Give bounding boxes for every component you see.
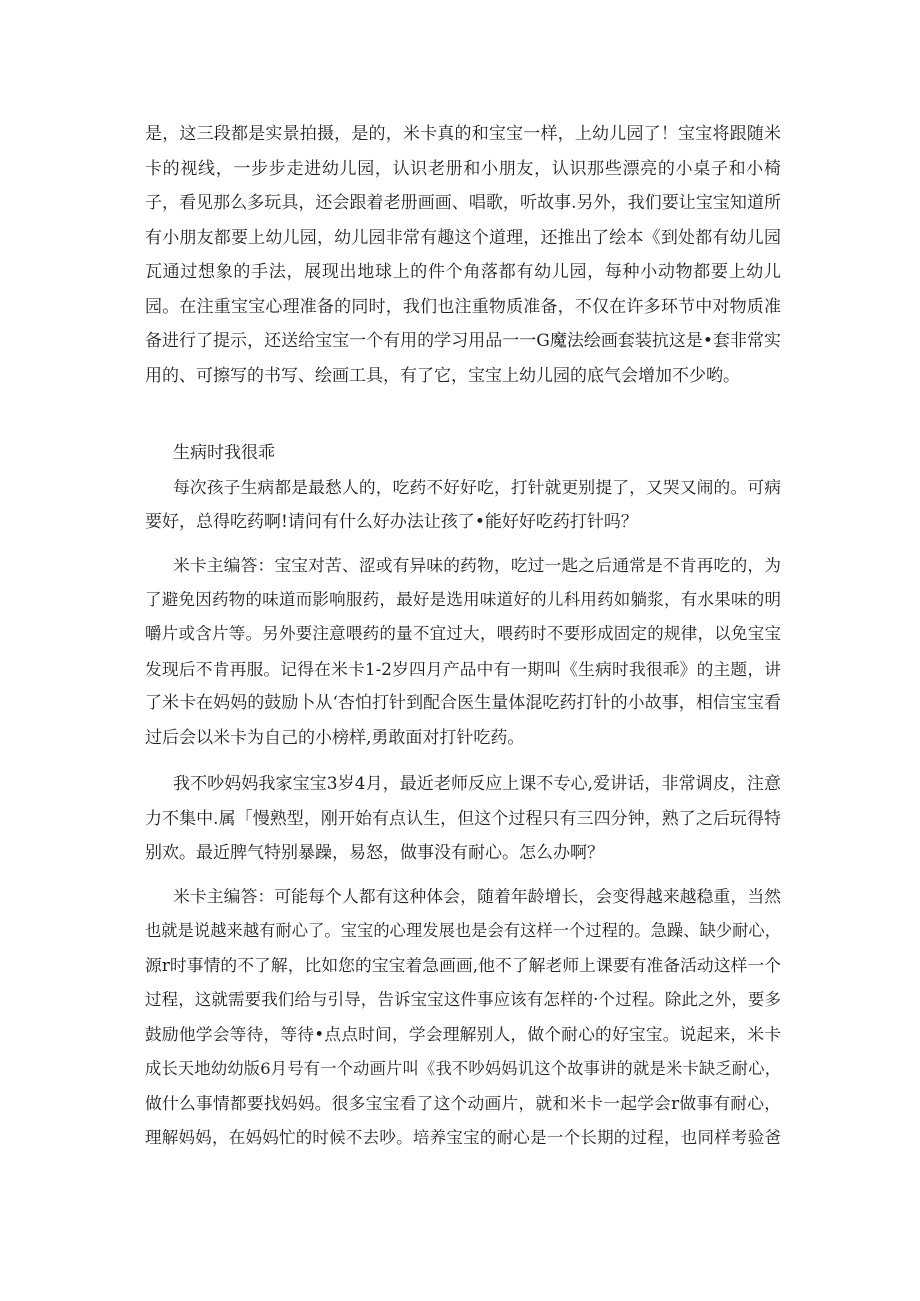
paragraph-line: 备进行了提示，还送给宝宝一个有用的学习用品一一G魔法绘画套装抗这是•套非常实 (145, 331, 781, 351)
paragraph-line: 过后会以米卡为自己的小榜样,勇敢面对打针吃药。 (145, 727, 525, 748)
paragraph-line: 子，看见那么多玩具，还会跟着老册画画、唱歌，听故事.另外，我们要让宝宝知道所 (145, 193, 781, 213)
paragraph-line: 发现后不肯再服。记得在米卡1-2岁四月产品中有一期叫《生病时我很乖》的主题，讲 (145, 658, 781, 679)
paragraph-line: 有小朋友都要上幼儿园，幼儿园非常有趣这个道理，还推出了绘本《到处都有幼儿园 (145, 227, 781, 248)
paragraph-line: 要好，总得吃药啊!请问有什么好办法让孩了•能好好吃药打针吗？ (145, 511, 638, 532)
paragraph-line: 鼓励他学会等待，等待•点点时间，学会理解别人，做个耐心的好宝宝。说起来，米卡 (145, 1024, 781, 1044)
paragraph-patience-question (145, 767, 781, 871)
paragraph-line: 瓦通过想象的手法，展现出地球上的件个角落都有幼儿园，每种小动物都要上幼儿 (145, 262, 781, 282)
paragraph-line: 了避免因药物的味道而影响服药，最好是选用味道好的儿科用药如躺浆，有水果味的明 (145, 589, 781, 609)
section-heading-text: 生病时我很乖 (173, 443, 275, 463)
paragraph-line: 米卡主编答：可能每个人都有这种体会，随着年龄增长，会变得越来越稳重，当然 (173, 886, 781, 906)
paragraph-line: 做什么事情都要找妈妈。很多宝宝看了这个动画片，就和米卡一起学会r做事有耐心， (145, 1093, 781, 1113)
paragraph-line: 成长天地幼幼版6月号有一个动画片叫《我不吵妈妈讥这个故事讲的就是米卡缺乏耐心， (145, 1058, 781, 1078)
paragraph-line: 用的、可擦写的书写、绘画工具，有了它，宝宝上幼儿园的底气会增加不少哟。 (145, 365, 740, 386)
paragraph-line: 也就是说越来越有耐心了。宝宝的心理发展也是会有这样一个过程的。急躁、缺少耐心， (145, 920, 781, 940)
paragraph-line: 是，这三段都是实景拍摄，是的，米卡真的和宝宝一样，上幼儿园了！宝宝将跟随米 (145, 124, 781, 144)
paragraph-line: 米卡主编答：宝宝对苦、涩或有异味的药物，吃过一匙之后通常是不肯再吃的，为 (173, 555, 781, 575)
paragraph-sick-question (145, 470, 781, 539)
section-heading (145, 436, 781, 471)
paragraph-line: 力不集中.属「慢熟型，刚开始有点认生，但这个过程只有三四分钟，熟了之后玩得特 (145, 808, 781, 829)
paragraph-kindergarten-intro (145, 117, 781, 393)
paragraph-line: 我不吵妈妈我家宝宝3岁4月，最近老师反应上课不专心,爱讲话，非常调皮，注意 (173, 774, 781, 794)
paragraph-line: 过程，这就需要我们给与引导，告诉宝宝这件事应该有怎样的·个过程。除此之外，要多 (145, 989, 781, 1009)
paragraph-line: 别欢。最近脾气特别暴躁，易怒，做事没有耐心。怎么办啊？ (145, 843, 604, 863)
paragraph-line: 园。在注重宝宝心理准备的同时，我们也注重物质准备，不仅在许多环节中对物质准 (145, 296, 781, 317)
paragraph-line: 理解妈妈，在妈妈忙的时候不去吵。培养宝宝的耐心是一个长期的过程，也同样考验爸 (145, 1127, 781, 1147)
paragraph-line: 卡的视线，一步步走进幼儿园，认识老册和小朋友，认识那些漂亮的小桌子和小椅 (145, 158, 781, 179)
paragraph-sick-answer (145, 548, 781, 755)
paragraph-patience-answer (145, 879, 781, 1155)
paragraph-line: 每次孩子生病都是最愁人的，吃药不好好吃，打针就更别提了，又哭又闹的。可病 (173, 477, 781, 497)
paragraph-line: 嚼片或含片等。另外要注意喂药的量不宜过大，喂药时不要形成固定的规律，以免宝宝 (145, 624, 781, 643)
paragraph-line: 源r时事情的不了解，比如您的宝宝着急画画,他不了解老师上课要有准备活动这样一个 (145, 955, 781, 975)
paragraph-line: 了米卡在妈妈的鼓励卜从‘杏怕打针到配合医生量体混吃药打针的小故事，相信宝宝看 (145, 693, 781, 713)
